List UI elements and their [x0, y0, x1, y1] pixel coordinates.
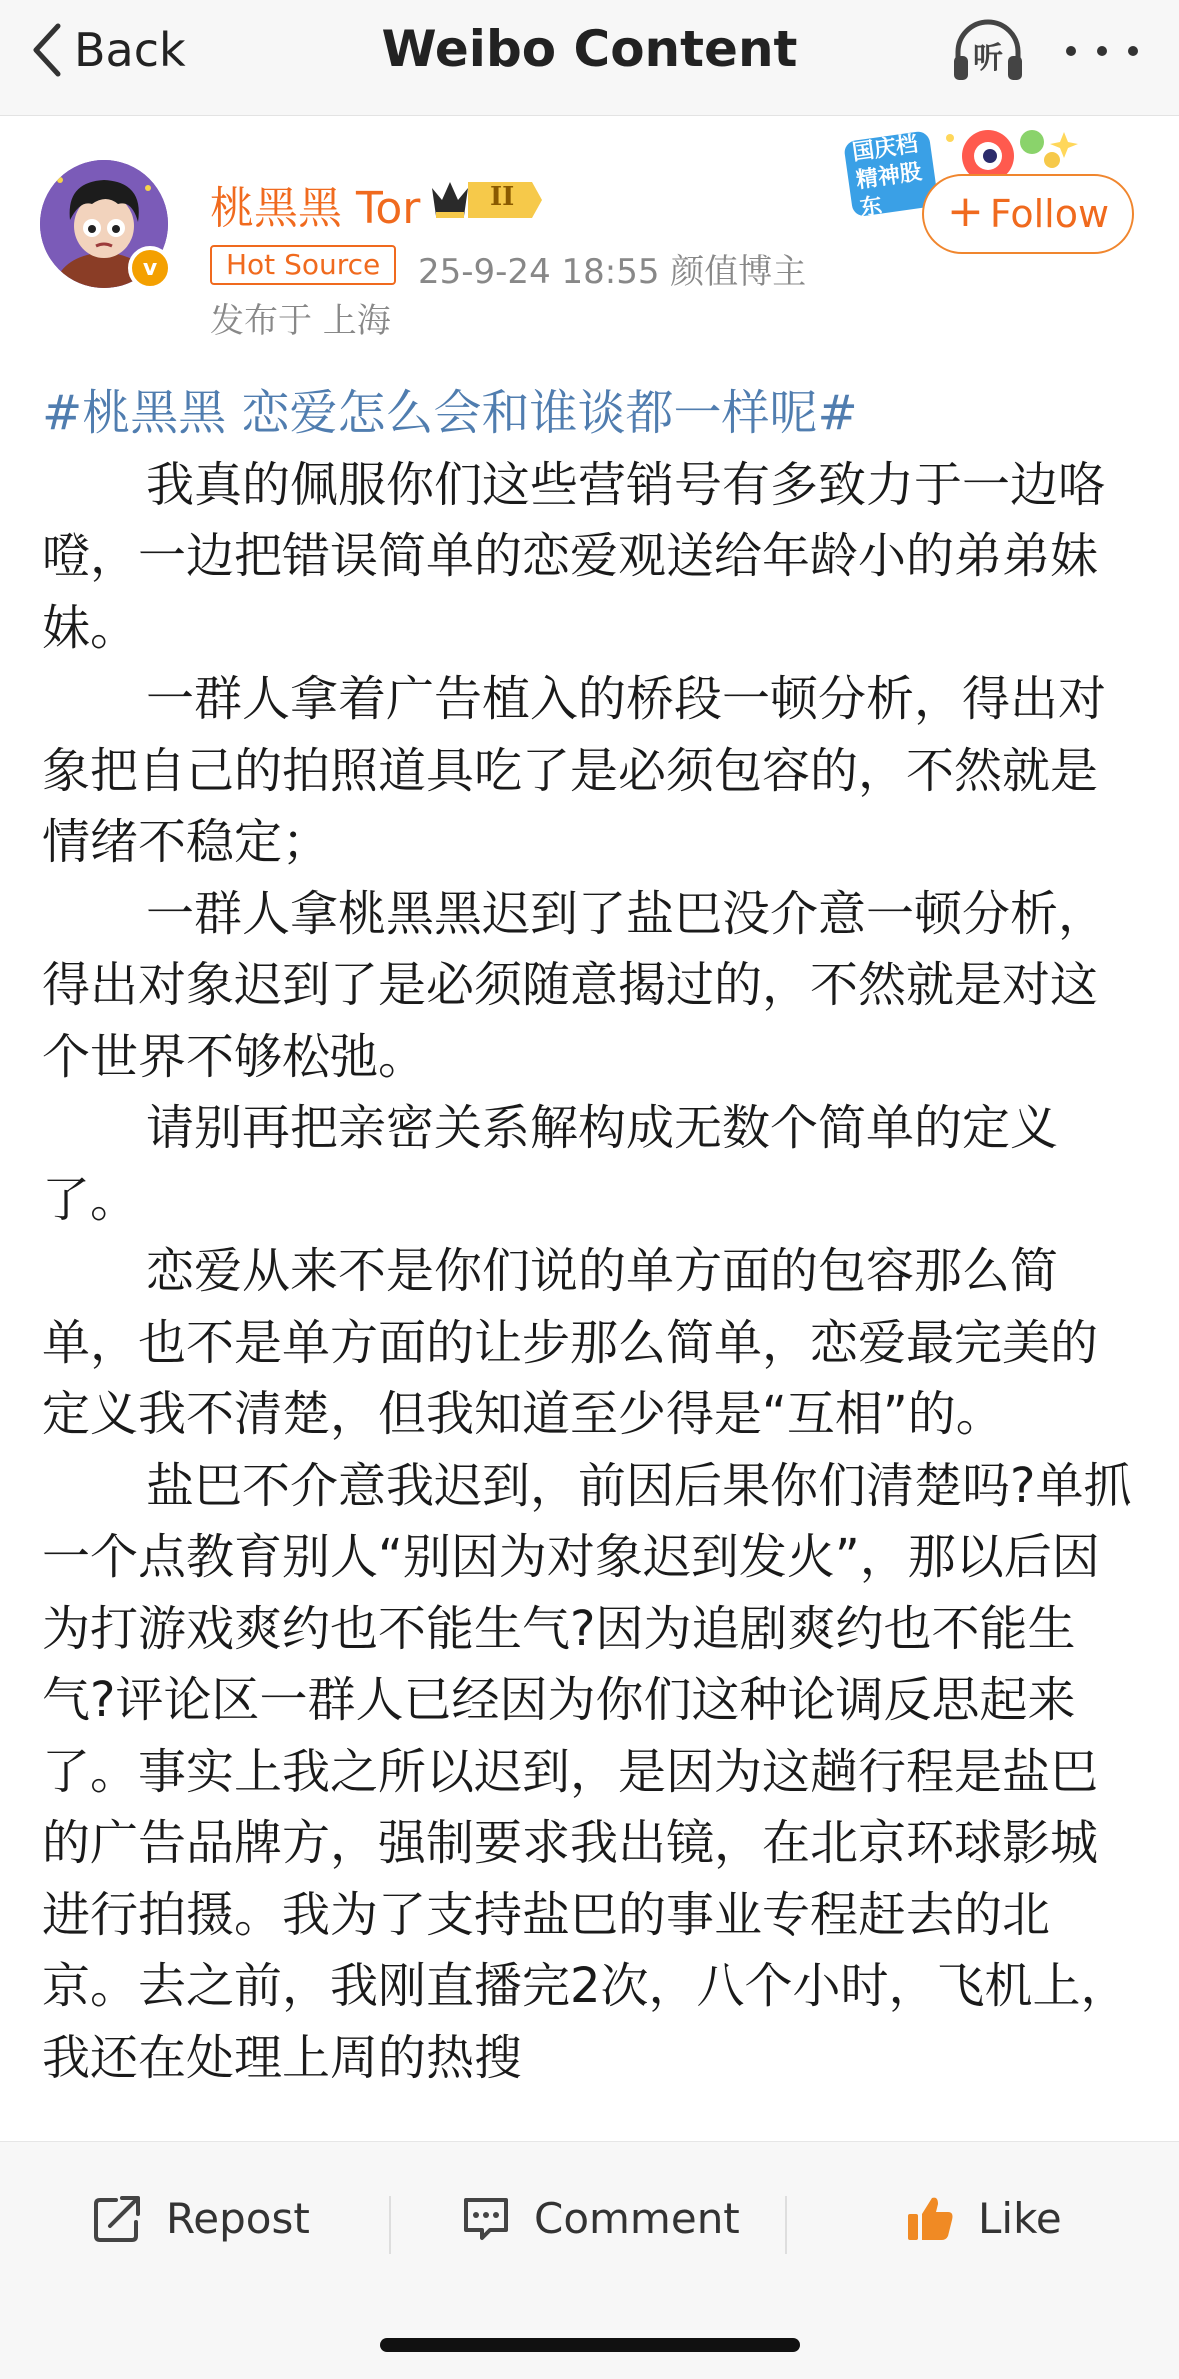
comment-button[interactable] [460, 2182, 740, 2254]
campaign-text: 国庆档精神股东 [850, 131, 924, 222]
page-title: Weibo Content [381, 20, 798, 78]
divider [389, 2196, 391, 2254]
more-dot [1128, 46, 1138, 56]
follow-button[interactable] [922, 174, 1134, 254]
divider [785, 2196, 787, 2254]
verified-badge [128, 246, 172, 290]
like-label: Like [978, 2193, 1062, 2243]
chevron-left-icon [30, 22, 64, 78]
vip-crown-icon [428, 174, 544, 226]
more-options-button[interactable] [1066, 30, 1138, 72]
listen-button[interactable] [950, 18, 1026, 84]
more-dots-icon [1066, 46, 1076, 56]
post-paragraph: 一群人拿着广告植入的桥段一顿分析，得出对象把自己的拍照道具吃了是必须包容的，不然就是情绪不稳定； [42, 671, 1107, 870]
post-paragraph: 请别再把亲密关系解构成无数个简单的定义了。 [42, 1100, 1059, 1228]
vip-level: II [490, 182, 515, 212]
plus-icon: + [946, 186, 984, 237]
comment-label: Comment [534, 2193, 740, 2243]
home-indicator [380, 2338, 800, 2352]
post-paragraph: 一群人拿桃黑黑迟到了盐巴没介意一顿分析，得出对象迟到了是必须随意揭过的，不然就是对这个世界不够松弛。 [42, 885, 1107, 1085]
comment-icon [460, 2192, 512, 2244]
post-location: 发布于 上海 [210, 301, 391, 341]
back-button[interactable] [30, 18, 186, 82]
post-paragraph: 我真的佩服你们这些营销号有多致力于一边咯噔，一边把错误简单的恋爱观送给年龄小的弟弟妹妹。 [42, 456, 1107, 656]
more-dot [1097, 46, 1107, 56]
post-body [42, 378, 1142, 2094]
repost-label: Repost [166, 2193, 310, 2243]
verified-mark: v [142, 255, 158, 281]
listen-label: 听 [973, 41, 1003, 76]
repost-icon [92, 2192, 144, 2244]
repost-button[interactable] [92, 2182, 310, 2254]
hot-source-badge: Hot Source [210, 245, 396, 285]
hashtag-link[interactable]: #桃黑黑 恋爱怎么会和谁谈都一样呢# [42, 385, 858, 441]
thumbs-up-icon [904, 2192, 956, 2244]
like-button[interactable] [904, 2182, 1062, 2254]
author-name[interactable]: 桃黑黑 Tor [210, 183, 421, 234]
post-meta: 25-9-24 18:55 颜值博主 [418, 252, 807, 292]
post-paragraph: 盐巴不介意我迟到，前因后果你们清楚吗?单抓一个点教育别人“别因为对象迟到发火”，那以后因为打游戏爽约也不能生气?因为追剧爽约也不能生气?评论区一群人已经因为你们这种论调反思起来了。事实上我之所以迟到，是因为这趟行程是盐巴的广告品牌方，强制要求我出镜，在北京环球影城进行拍摄。我为了支持盐巴的事业专程赶去的北京。去之前，我刚直播完2次，八个小时，飞机上，我还在处理上周的热搜 [42, 1457, 1132, 2086]
follow-label: Follow [989, 192, 1110, 236]
back-label: Back [74, 23, 186, 77]
top-nav-bar [0, 0, 1179, 116]
post-paragraph: 恋爱从来不是你们说的单方面的包容那么简单，也不是单方面的让步那么简单，恋爱最完美的定义我不清楚，但我知道至少得是“互相”的。 [42, 1243, 1099, 1442]
